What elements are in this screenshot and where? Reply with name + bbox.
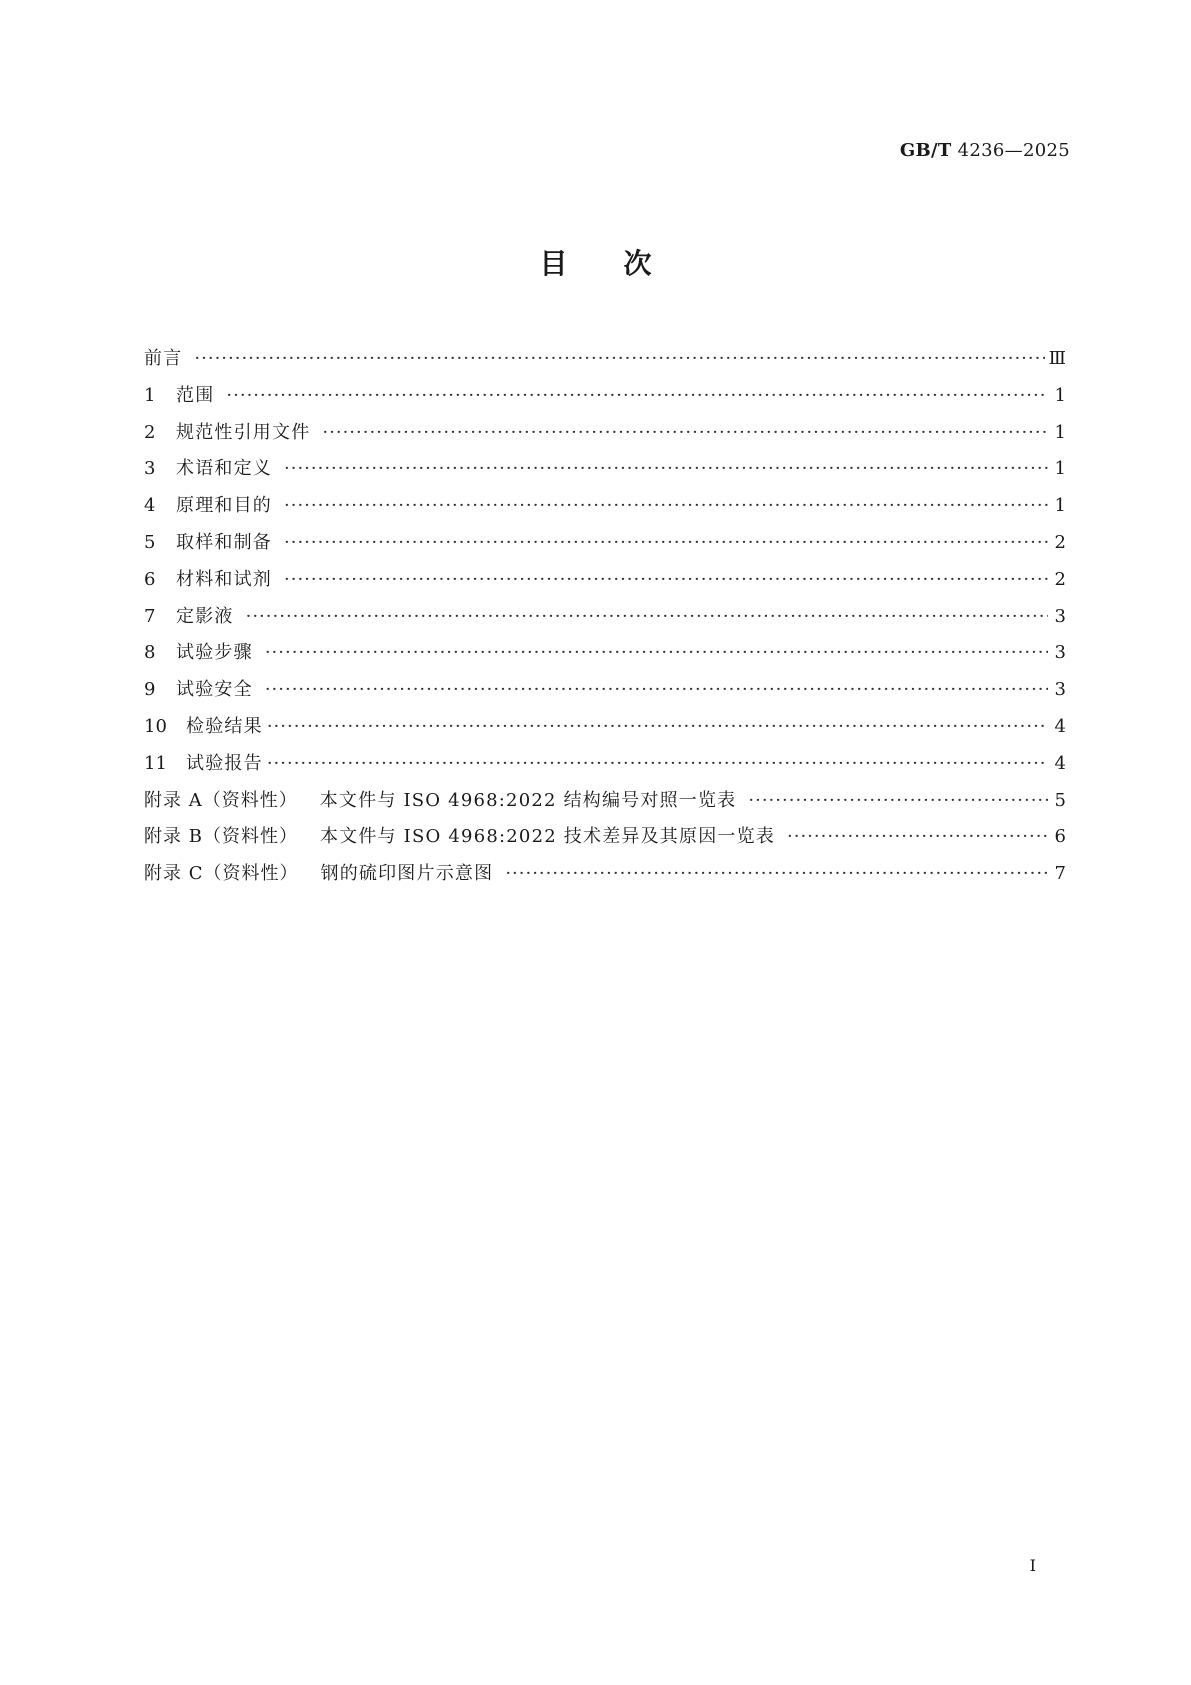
toc-entry-4[interactable] (144, 488, 1066, 525)
toc-dot-leader (284, 451, 1048, 488)
toc-entry-10[interactable] (144, 709, 1066, 746)
toc-entry-number: 10 (144, 715, 167, 737)
toc-dot-leader (265, 672, 1048, 709)
toc-entry-number: 7 (144, 605, 156, 627)
toc-entry-7[interactable] (144, 599, 1066, 636)
page-number: Ⅰ (1029, 1556, 1036, 1575)
toc-entry-2[interactable] (144, 415, 1066, 452)
toc-entry-number: 1 (144, 384, 156, 406)
toc-entry-9[interactable] (144, 672, 1066, 709)
toc-entry-number: 11 (144, 752, 167, 774)
toc-entry-11[interactable] (144, 746, 1066, 783)
annex-title: 本文件与 ISO 4968:2022 技术差异及其原因一览表 (319, 826, 775, 848)
toc-entry-page: 6 (1054, 826, 1066, 848)
toc-entry-page: 3 (1054, 679, 1066, 701)
toc-dot-leader (267, 709, 1048, 746)
annex-prefix: 附录 B（资料性） (144, 826, 298, 848)
toc-entry-annex-b[interactable] (144, 819, 1066, 856)
toc-entry-page: Ⅲ (1048, 348, 1066, 369)
toc-entry-page: 4 (1054, 715, 1066, 737)
toc-dot-leader (194, 341, 1044, 378)
annex-title: 本文件与 ISO 4968:2022 结构编号对照一览表 (319, 789, 737, 811)
toc-entry-8[interactable] (144, 635, 1066, 672)
toc-entry-number: 5 (144, 531, 156, 553)
toc-entry-label: 取样和制备 (176, 531, 272, 553)
toc-entry-page: 1 (1054, 384, 1066, 406)
toc-entry-5[interactable] (144, 525, 1066, 562)
toc-entry-label: 范围 (176, 384, 215, 406)
toc-entry-1[interactable] (144, 378, 1066, 415)
toc-entry-label: 定影液 (176, 605, 234, 627)
standard-prefix: GB/T (899, 140, 952, 161)
standard-code (900, 140, 1070, 161)
toc-dot-leader (284, 525, 1048, 562)
toc-title: 目次 (539, 247, 708, 280)
toc-entry-number: 8 (144, 642, 156, 664)
toc-dot-leader (265, 635, 1048, 672)
toc-entry-label: 检验结果 (186, 715, 263, 737)
toc-entry-3[interactable] (144, 451, 1066, 488)
toc-entry-number: 9 (144, 679, 156, 701)
toc-entry-page: 7 (1054, 863, 1066, 885)
toc-entry-label: 试验报告 (186, 752, 263, 774)
toc-entry-page: 1 (1054, 495, 1066, 517)
toc-entry-annex-a[interactable] (144, 783, 1066, 820)
toc-entry-label: 试验安全 (176, 679, 253, 701)
toc-entry-number: 4 (144, 495, 156, 517)
toc-entry-6[interactable] (144, 562, 1066, 599)
toc-entry-number: 3 (144, 458, 156, 480)
toc-entry-page: 2 (1054, 568, 1066, 590)
toc-entry-label: 规范性引用文件 (176, 421, 311, 443)
annex-prefix: 附录 A（资料性） (144, 789, 298, 811)
toc-entry-label: 原理和目的 (176, 495, 272, 517)
toc-entry-label: 材料和试剂 (176, 568, 272, 590)
annex-prefix: 附录 C（资料性） (144, 863, 299, 885)
toc-entry-page: 1 (1054, 421, 1066, 443)
toc-dot-leader (284, 488, 1048, 525)
toc-dot-leader (322, 415, 1048, 452)
toc-entry-number: 2 (144, 421, 156, 443)
toc-dot-leader (284, 562, 1048, 599)
toc-entry-foreword[interactable] (144, 341, 1066, 378)
toc-entry-label: 试验步骤 (176, 642, 253, 664)
toc-dot-leader (748, 783, 1048, 820)
toc-entry-page: 3 (1054, 642, 1066, 664)
toc-entry-page: 2 (1054, 531, 1066, 553)
table-of-contents (144, 341, 1066, 893)
toc-entry-page: 3 (1054, 605, 1066, 627)
toc-entry-page: 1 (1054, 458, 1066, 480)
annex-title: 钢的硫印图片示意图 (320, 863, 494, 885)
toc-entry-number: 6 (144, 568, 156, 590)
toc-entry-page: 5 (1054, 789, 1066, 811)
toc-entry-label: 前言 (144, 348, 183, 369)
toc-dot-leader (787, 819, 1048, 856)
toc-dot-leader (505, 856, 1048, 893)
standard-number: 4236—2025 (957, 140, 1070, 161)
toc-entry-label: 术语和定义 (176, 458, 272, 480)
toc-entry-annex-c[interactable] (144, 856, 1066, 893)
toc-dot-leader (226, 378, 1048, 415)
toc-dot-leader (267, 746, 1048, 783)
toc-dot-leader (246, 599, 1048, 636)
toc-entry-page: 4 (1054, 752, 1066, 774)
